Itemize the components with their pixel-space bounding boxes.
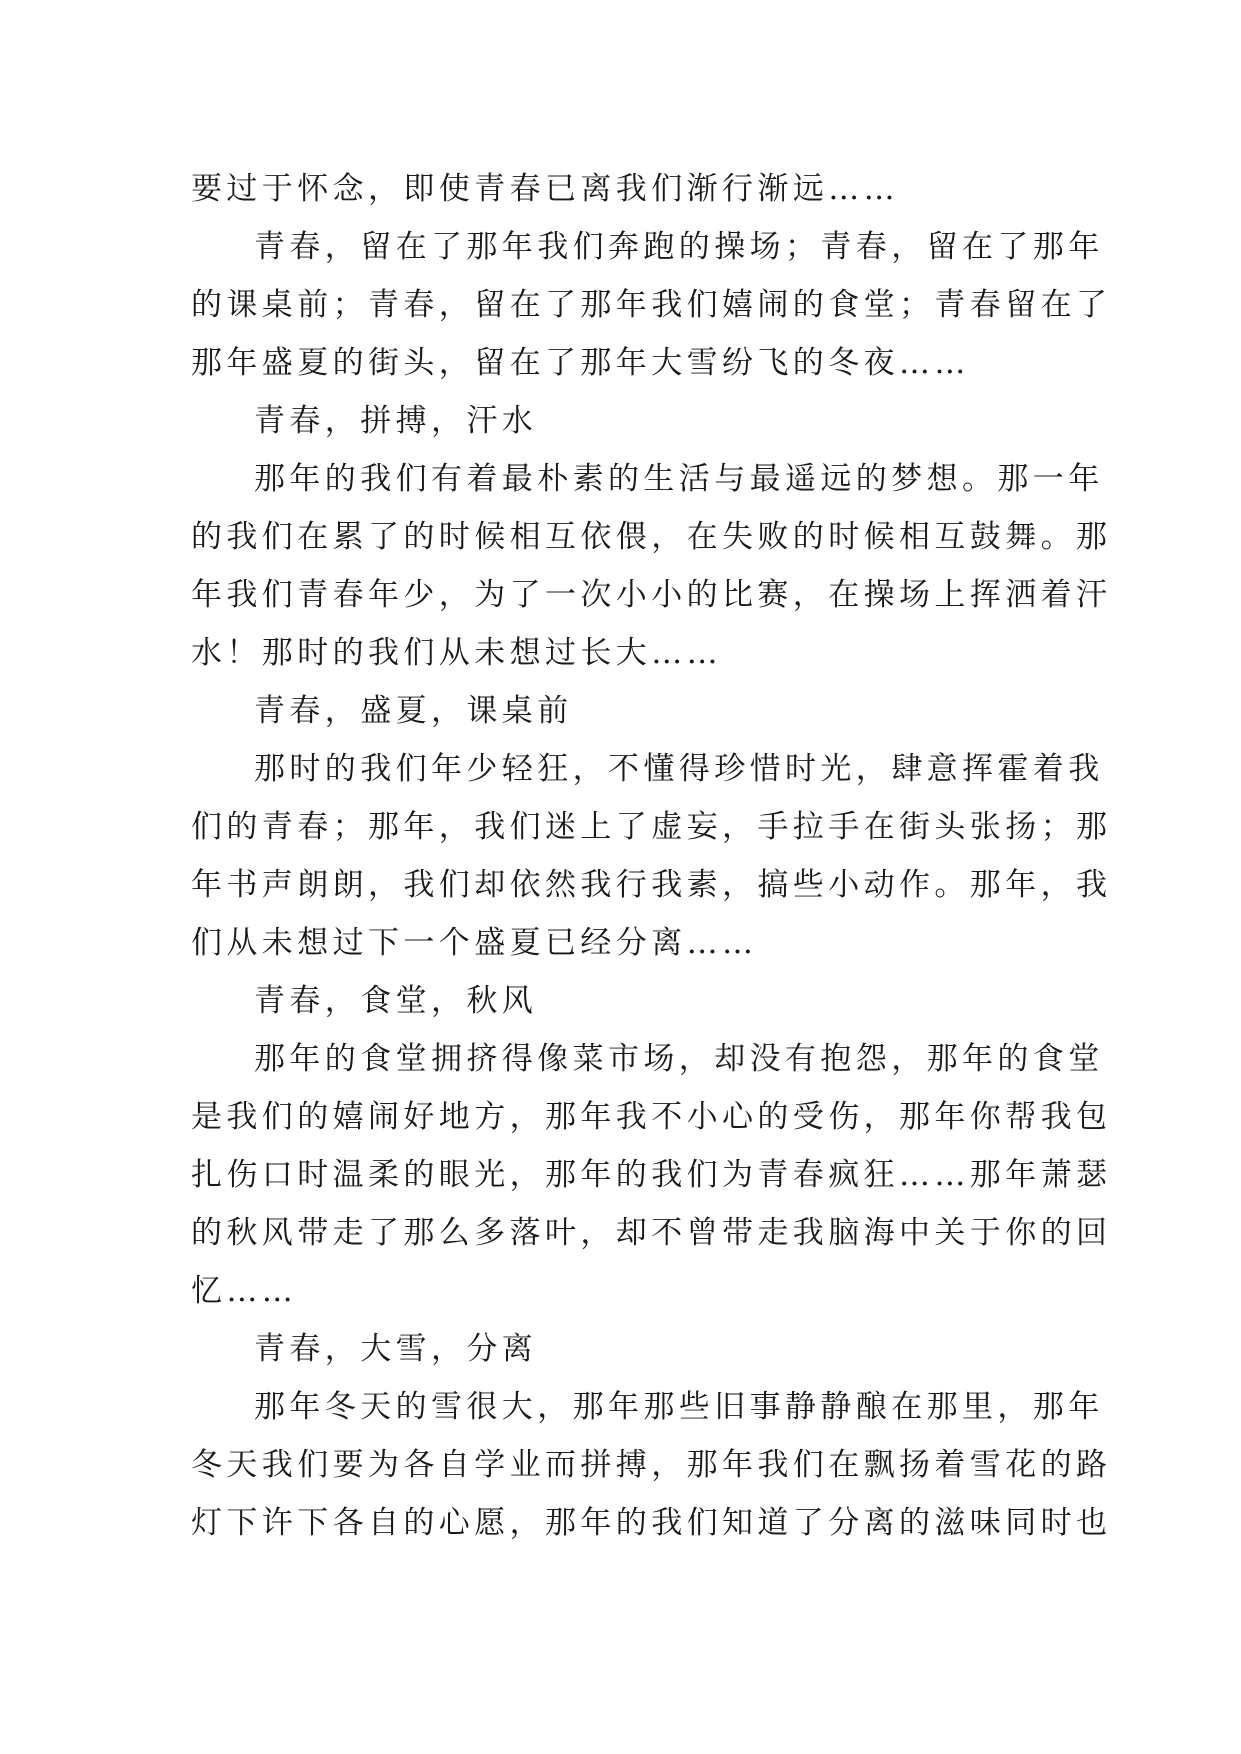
text-line: 那时的我们年少轻狂，不懂得珍惜时光，肆意挥霍着我 — [254, 751, 1104, 787]
text-line: 灯下许下各自的心愿，那年的我们知道了分离的滋味同时也 — [191, 1505, 1112, 1541]
text-line: 青春，留在了那年我们奔跑的操场；青春，留在了那年 — [254, 229, 1104, 265]
text-line: 扎伤口时温柔的眼光，那年的我们为青春疯狂……那年萧瑟 — [191, 1157, 1112, 1193]
text-line: 的秋风带走了那么多落叶，却不曾带走我脑海中关于你的回 — [191, 1215, 1112, 1251]
text-line: 的课桌前；青春，留在了那年我们嬉闹的食堂；青春留在了 — [191, 287, 1112, 323]
text-line: 的我们在累了的时候相互依偎，在失败的时候相互鼓舞。那 — [191, 519, 1112, 555]
text-line: 冬天我们要为各自学业而拼搏，那年我们在飘扬着雪花的路 — [191, 1447, 1112, 1483]
essay-body — [191, 160, 1112, 1552]
text-line: 那年的我们有着最朴素的生活与最遥远的梦想。那一年 — [254, 461, 1104, 497]
section-heading: 青春，大雪，分离 — [254, 1331, 538, 1367]
text-line: 那年的食堂拥挤得像菜市场，却没有抱怨，那年的食堂 — [254, 1041, 1104, 1077]
section-heading: 青春，盛夏，课桌前 — [254, 693, 573, 729]
text-line: 们的青春；那年，我们迷上了虚妄，手拉手在街头张扬；那 — [191, 809, 1112, 845]
text-line: 是我们的嬉闹好地方，那年我不小心的受伤，那年你帮我包 — [191, 1099, 1112, 1135]
text-line: 那年冬天的雪很大，那年那些旧事静静酿在那里，那年 — [254, 1389, 1104, 1425]
section-heading: 青春，食堂，秋风 — [254, 983, 538, 1019]
text-line: 水！那时的我们从未想过长大…… — [191, 635, 722, 671]
text-line: 那年盛夏的街头，留在了那年大雪纷飞的冬夜…… — [191, 345, 970, 381]
text-line: 忆…… — [191, 1273, 298, 1309]
text-line: 年书声朗朗，我们却依然我行我素，搞些小动作。那年，我 — [191, 867, 1112, 903]
text-line: 们从未想过下一个盛夏已经分离…… — [191, 925, 758, 961]
text-line: 要过于怀念，即使青春已离我们渐行渐远…… — [191, 171, 899, 207]
section-heading: 青春，拼搏，汗水 — [254, 403, 538, 439]
text-line: 年我们青春年少，为了一次小小的比赛，在操场上挥洒着汗 — [191, 577, 1112, 613]
